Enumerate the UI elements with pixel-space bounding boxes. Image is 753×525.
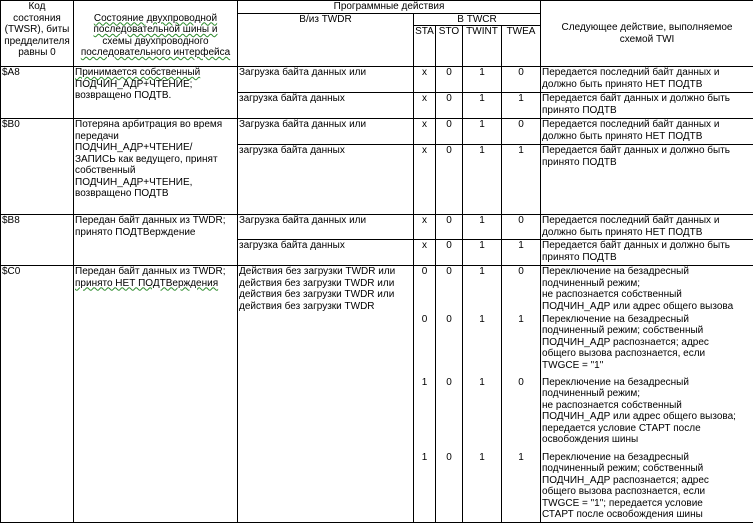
next-line: принято ПОДТВ — [542, 156, 617, 168]
sta-value: x — [414, 215, 436, 240]
status-code: $C0 — [1, 266, 74, 523]
twdr-line: действия без загрузки TWDR или — [239, 277, 395, 289]
sto-value: 0 — [436, 93, 463, 119]
next-line: ПОДЧИН_АДР распознается; адрес — [542, 336, 709, 348]
next-line: ПОДЧИН_АДР или адрес общего вызова — [542, 300, 734, 312]
next-line: TWGCE = "1"; передается условие — [542, 497, 703, 509]
next-line: Переключение на безадресный — [542, 266, 689, 277]
next-action — [541, 215, 753, 240]
header-program-actions: Программные действия — [238, 1, 541, 14]
header-code-line: Код — [28, 1, 46, 12]
state-line: Передан байт данных из TWDR; — [75, 266, 226, 277]
next-line: Передается последний байт данных и — [542, 119, 720, 130]
header-state-line: последовательной шины и — [93, 24, 218, 35]
next-line: Передается байт данных и должно быть — [542, 240, 730, 251]
next-action — [541, 452, 753, 523]
twint-value: 1 — [463, 145, 502, 215]
next-line: Передается байт данных и должно быть — [542, 145, 730, 156]
sta-value: x — [414, 67, 436, 93]
next-line: Переключение на безадресный — [542, 376, 689, 388]
twea-value: 1 — [502, 93, 541, 119]
twint-value: 1 — [463, 67, 502, 93]
twea-value: 0 — [502, 215, 541, 240]
state-description — [74, 67, 238, 119]
twint-value: 1 — [463, 240, 502, 266]
next-line: принято ПОДТВ — [542, 104, 617, 116]
status-code: $A8 — [1, 67, 74, 119]
state-line: Потеряна арбитрация во время — [75, 119, 223, 130]
twea-value: 0 — [502, 119, 541, 145]
header-sta: STA — [414, 26, 436, 67]
header-code-line: состояния — [13, 12, 61, 24]
status-code: $B0 — [1, 119, 74, 215]
next-line: передается условие СТАРТ после — [542, 422, 701, 434]
next-action — [541, 314, 753, 377]
next-line: общего вызова распознается, если — [542, 348, 706, 359]
twea-value: 0 — [502, 377, 541, 452]
sta-value: x — [414, 119, 436, 145]
sto-value: 0 — [436, 67, 463, 93]
next-line: должно быть принято НЕТ ПОДТВ — [542, 130, 703, 142]
twea-value: 0 — [502, 67, 541, 93]
header-state-line: Состояние двухпроводной — [93, 12, 218, 24]
next-line: подчиненный режим; собственный — [542, 325, 704, 336]
next-action — [541, 240, 753, 266]
twdr-action: загрузка байта данных — [238, 240, 414, 266]
twint-value: 1 — [463, 314, 502, 377]
twdr-action: Загрузка байта данных или — [238, 119, 414, 145]
header-state-line: последовательного интерфейса — [80, 47, 231, 58]
state-line: Принимается собственный — [75, 67, 201, 78]
twint-value: 1 — [463, 93, 502, 119]
header-next-line: схемой TWI — [619, 33, 675, 45]
twint-value: 1 — [463, 377, 502, 452]
twdr-action: Загрузка байта данных или — [238, 215, 414, 240]
twdr-line: действия без загрузки TWDR или — [239, 289, 395, 300]
state-line: ПОДЧИН_АДР+ЧТЕНИЕ, — [75, 176, 193, 188]
twea-value: 1 — [502, 314, 541, 377]
state-line: принято НЕТ ПОДТВерждения — [75, 277, 219, 289]
sta-value: x — [414, 145, 436, 215]
sta-value: 1 — [414, 377, 436, 452]
state-line: возвращено ПОДТВ. — [75, 90, 172, 101]
state-line: Передан байт данных из TWDR; — [75, 215, 226, 226]
header-state-cell — [74, 1, 238, 67]
next-line: должно быть принято НЕТ ПОДТВ — [542, 226, 703, 238]
sto-value: 0 — [436, 240, 463, 266]
next-line: Передается байт данных и должно быть — [542, 93, 730, 104]
next-line: должно быть принято НЕТ ПОДТВ — [542, 78, 703, 90]
status-code: $B8 — [1, 215, 74, 266]
twea-value: 1 — [502, 240, 541, 266]
sto-value: 0 — [436, 215, 463, 240]
header-twcr: В TWCR — [414, 13, 541, 26]
next-line: подчиненный режим; собственный — [542, 463, 704, 474]
next-line: Передается последний байт данных и — [542, 67, 720, 78]
header-code-cell — [1, 1, 74, 67]
header-code-line: равны 0 — [18, 47, 56, 58]
next-line: Переключение на безадресный — [542, 451, 689, 463]
twea-value: 1 — [502, 452, 541, 523]
next-line: ПОДЧИН_АДР распознается; адрес — [542, 474, 709, 486]
state-description — [74, 215, 238, 266]
next-action — [541, 93, 753, 119]
sto-value: 0 — [436, 452, 463, 523]
next-action — [541, 266, 753, 314]
state-line: ПОДЧИН_АДР+ЧТЕНИЕ/ — [75, 142, 193, 153]
next-action — [541, 377, 753, 452]
sta-value: 0 — [414, 314, 436, 377]
twint-value: 1 — [463, 215, 502, 240]
state-line: возвращено ПОДТВ — [75, 188, 169, 199]
next-line: принято ПОДТВ — [542, 251, 617, 263]
state-description — [74, 119, 238, 215]
state-description — [74, 266, 238, 523]
twdr-action: загрузка байта данных — [238, 145, 414, 215]
next-line: не распознается собственный — [542, 289, 682, 300]
header-code-line: предделителя — [4, 35, 70, 47]
sta-value: 1 — [414, 452, 436, 523]
twdr-line: действия без загрузки TWDR — [239, 300, 375, 312]
next-action — [541, 145, 753, 215]
state-line: принято ПОДТВерждение — [75, 226, 196, 238]
next-action — [541, 119, 753, 145]
state-line: передачи — [75, 130, 119, 142]
sto-value: 0 — [436, 314, 463, 377]
next-line: Передается последний байт данных и — [542, 215, 720, 226]
next-line: общего вызова распознается, если — [542, 486, 706, 497]
next-line: подчиненный режим; — [542, 388, 641, 399]
twint-value: 1 — [463, 266, 502, 314]
twdr-line: Действия без загрузки TWDR или — [239, 266, 396, 277]
sta-value: x — [414, 240, 436, 266]
header-code-line: (TWSR), биты — [4, 24, 70, 35]
sto-value: 0 — [436, 119, 463, 145]
next-line: СТАРТ после освобождения шины — [542, 509, 703, 520]
sto-value: 0 — [436, 377, 463, 452]
header-twdr: В/из TWDR — [238, 13, 414, 67]
sto-value: 0 — [436, 266, 463, 314]
header-state-line: схемы двухпроводного — [102, 35, 209, 47]
header-sto: STO — [436, 26, 463, 67]
header-next-line: Следующее действие, выполняемое — [561, 22, 733, 33]
header-twint: TWINT — [463, 26, 502, 67]
next-line: ПОДЧИН_АДР или адрес общего вызова; — [542, 411, 736, 422]
twdr-action: Загрузка байта данных или — [238, 67, 414, 93]
next-line: TWGCE = "1" — [542, 359, 604, 371]
twint-value: 1 — [463, 119, 502, 145]
header-twea: TWEA — [502, 26, 541, 67]
state-line: ПОДЧИН_АДР+ЧТЕНИЕ; — [75, 78, 193, 90]
twdr-action: загрузка байта данных — [238, 93, 414, 119]
next-line: не распознается собственный — [542, 399, 682, 411]
next-line: освобождения шины — [542, 434, 639, 445]
twint-value: 1 — [463, 452, 502, 523]
twea-value: 0 — [502, 266, 541, 314]
sta-value: x — [414, 93, 436, 119]
header-next-cell — [541, 1, 753, 67]
next-action — [541, 67, 753, 93]
twea-value: 1 — [502, 145, 541, 215]
next-line: подчиненный режим; — [542, 277, 641, 289]
sta-value: 0 — [414, 266, 436, 314]
sto-value: 0 — [436, 145, 463, 215]
twdr-action — [238, 266, 414, 523]
next-line: Переключение на безадресный — [542, 313, 689, 325]
state-line: собственный — [75, 165, 136, 176]
state-line: ЗАПИСЬ как ведущего, принят — [75, 153, 218, 165]
